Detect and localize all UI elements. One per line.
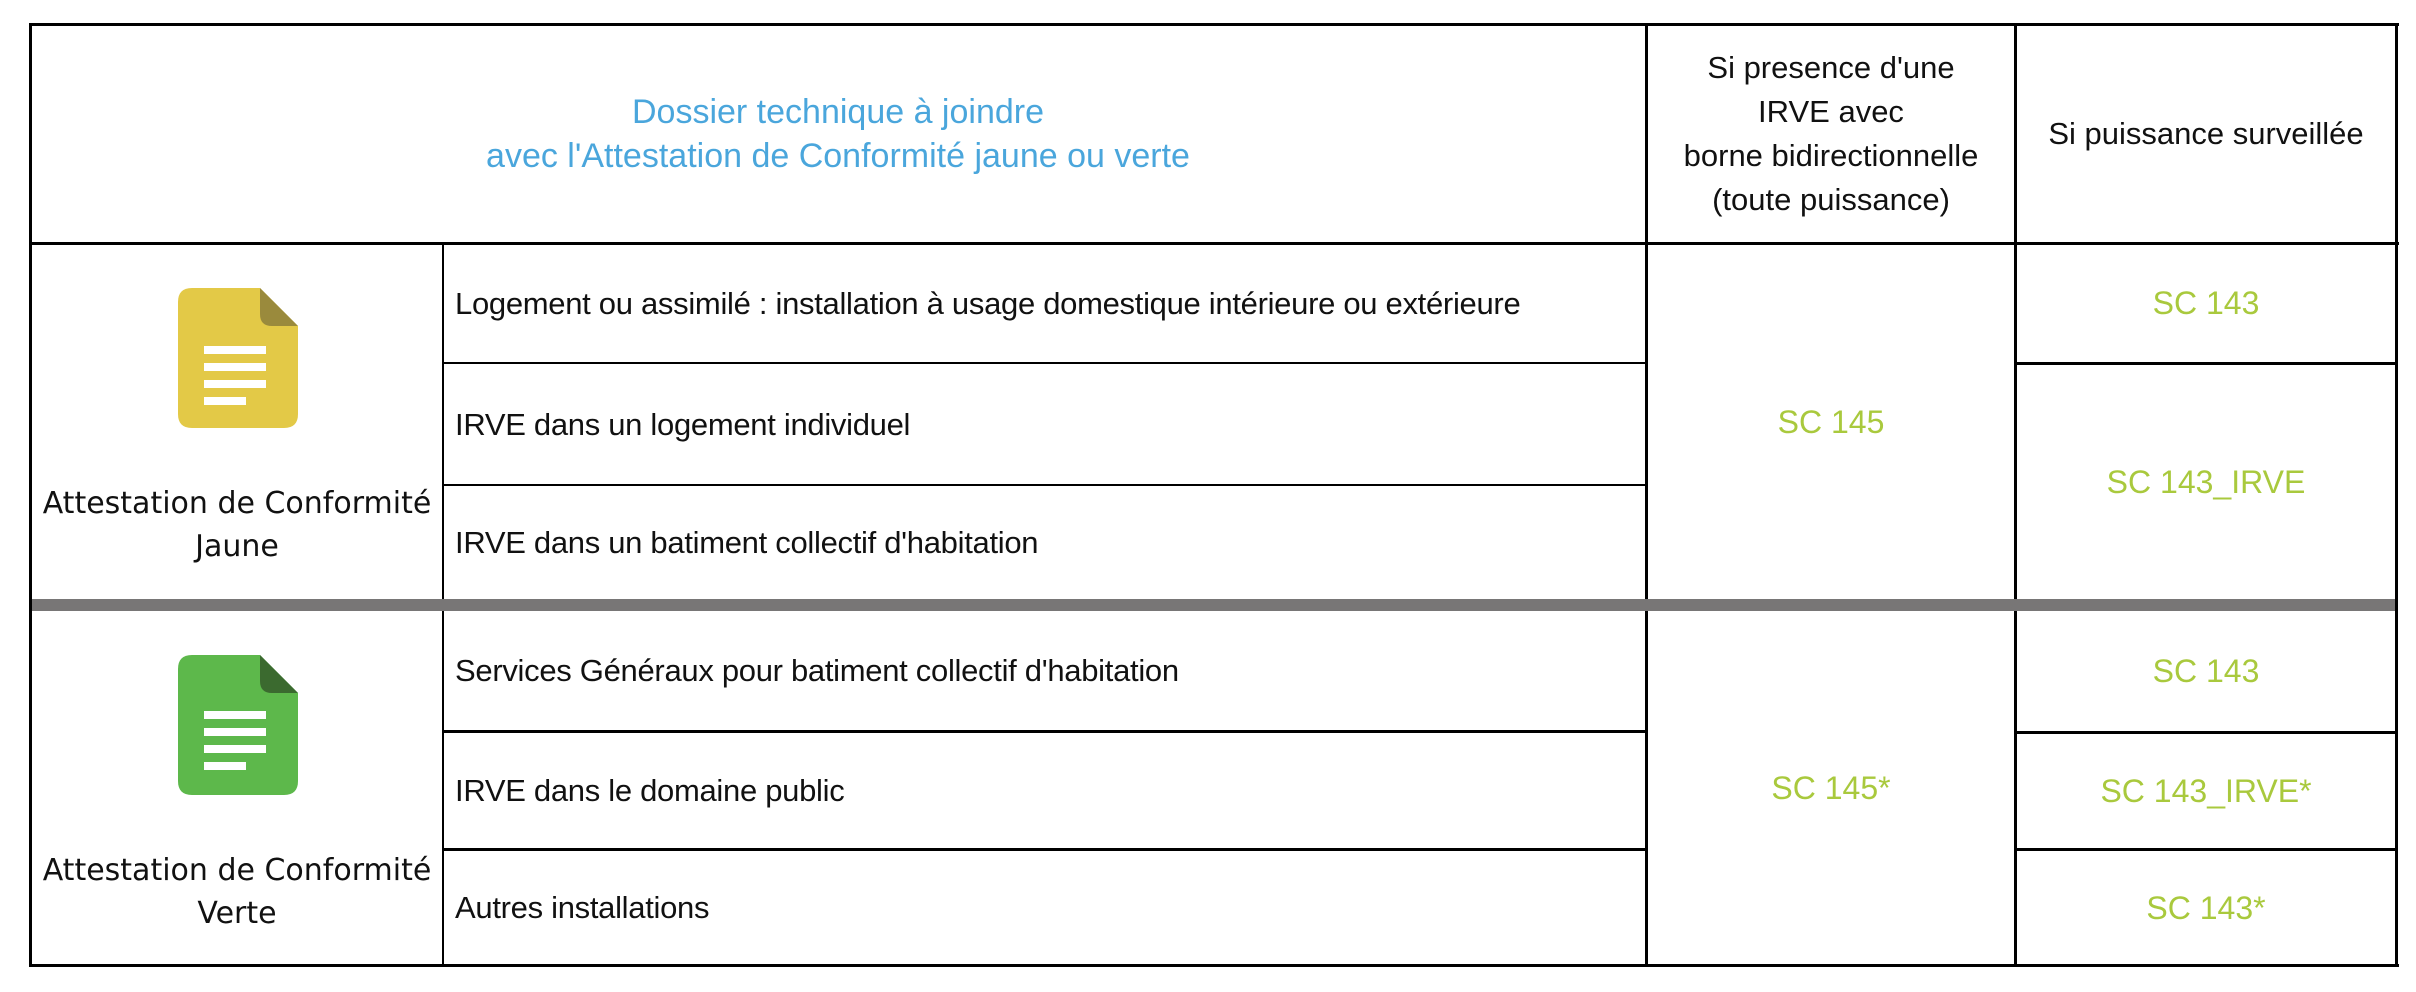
- row-label: Logement ou assimilé : installation à usage domestique intérieure ou extérieure: [455, 285, 1521, 321]
- row-label: Services Généraux pour batiment collectif d'habitation: [455, 653, 1179, 688]
- table-row-verte-2: [445, 733, 1645, 849]
- row-divider: [442, 484, 1647, 486]
- label-line1: Attestation de Conformité: [42, 853, 432, 888]
- power-code-jaune-2: [2017, 365, 2395, 599]
- row-divider: [442, 730, 1647, 733]
- table-row-jaune-1: [445, 245, 1645, 362]
- section-separator: [32, 599, 2395, 611]
- header-bidirectional-line2: IRVE avec: [1758, 94, 1904, 129]
- row-divider: [442, 848, 1647, 851]
- attestation-jaune-label: [32, 482, 442, 568]
- power-code-jaune-1: [2017, 245, 2395, 362]
- header-main-cell: [32, 26, 1644, 242]
- table-row-jaune-3: [445, 487, 1645, 599]
- row-divider: [2014, 362, 2398, 365]
- header-divider: [29, 242, 2399, 245]
- row-divider: [2014, 731, 2398, 734]
- code-value: SC 143_IRVE: [2106, 463, 2306, 500]
- header-bidirectional-cell: [1648, 26, 2014, 242]
- code-value: SC 143_IRVE*: [2100, 772, 2312, 809]
- border-left: [29, 23, 32, 967]
- col-divider-2: [1645, 23, 1648, 967]
- header-title-line2: avec l'Attestation de Conformité jaune ou verte: [486, 137, 1190, 175]
- header-bidirectional-line1: Si presence d'une: [1707, 50, 1955, 85]
- header-bidirectional-line3: borne bidirectionnelle: [1683, 138, 1979, 173]
- header-bidirectional-line4: (toute puissance): [1712, 182, 1950, 217]
- document-icon-green: [178, 655, 298, 795]
- power-code-verte-1: [2017, 611, 2395, 731]
- label-line1: Attestation de Conformité: [42, 486, 432, 521]
- border-top: [29, 23, 2399, 26]
- row-label: IRVE dans un batiment collectif d'habitation: [455, 525, 1039, 560]
- header-power-label: Si puissance surveillée: [2048, 116, 2364, 151]
- code-value: SC 145*: [1771, 769, 1891, 806]
- code-value: SC 143*: [2146, 889, 2266, 926]
- document-icon-yellow: [178, 288, 298, 428]
- power-code-verte-2: [2017, 733, 2395, 849]
- table-row-verte-3: [445, 851, 1645, 965]
- power-code-verte-3: [2017, 851, 2395, 965]
- border-right: [2395, 23, 2398, 967]
- row-label: Autres installations: [455, 890, 710, 925]
- bidirectional-code-verte: [1648, 611, 2014, 965]
- code-value: SC 145: [1777, 403, 1885, 440]
- row-label: IRVE dans le domaine public: [455, 773, 845, 808]
- table-row-jaune-2: [445, 365, 1645, 484]
- row-divider: [2014, 848, 2398, 851]
- attestation-verte-label: [32, 849, 442, 935]
- bidirectional-code-jaune: [1648, 245, 2014, 599]
- header-power-cell: [2017, 26, 2395, 242]
- border-bottom: [29, 964, 2399, 967]
- row-divider: [442, 362, 1647, 364]
- row-label: IRVE dans un logement individuel: [455, 406, 911, 442]
- code-value: SC 143: [2152, 285, 2260, 321]
- label-line2: Jaune: [195, 529, 279, 564]
- col-divider-3: [2014, 23, 2017, 967]
- header-title-line1: Dossier technique à joindre: [631, 93, 1045, 131]
- label-line2: Verte: [197, 896, 277, 931]
- table-row-verte-1: [445, 611, 1645, 731]
- code-value: SC 143: [2152, 652, 2260, 689]
